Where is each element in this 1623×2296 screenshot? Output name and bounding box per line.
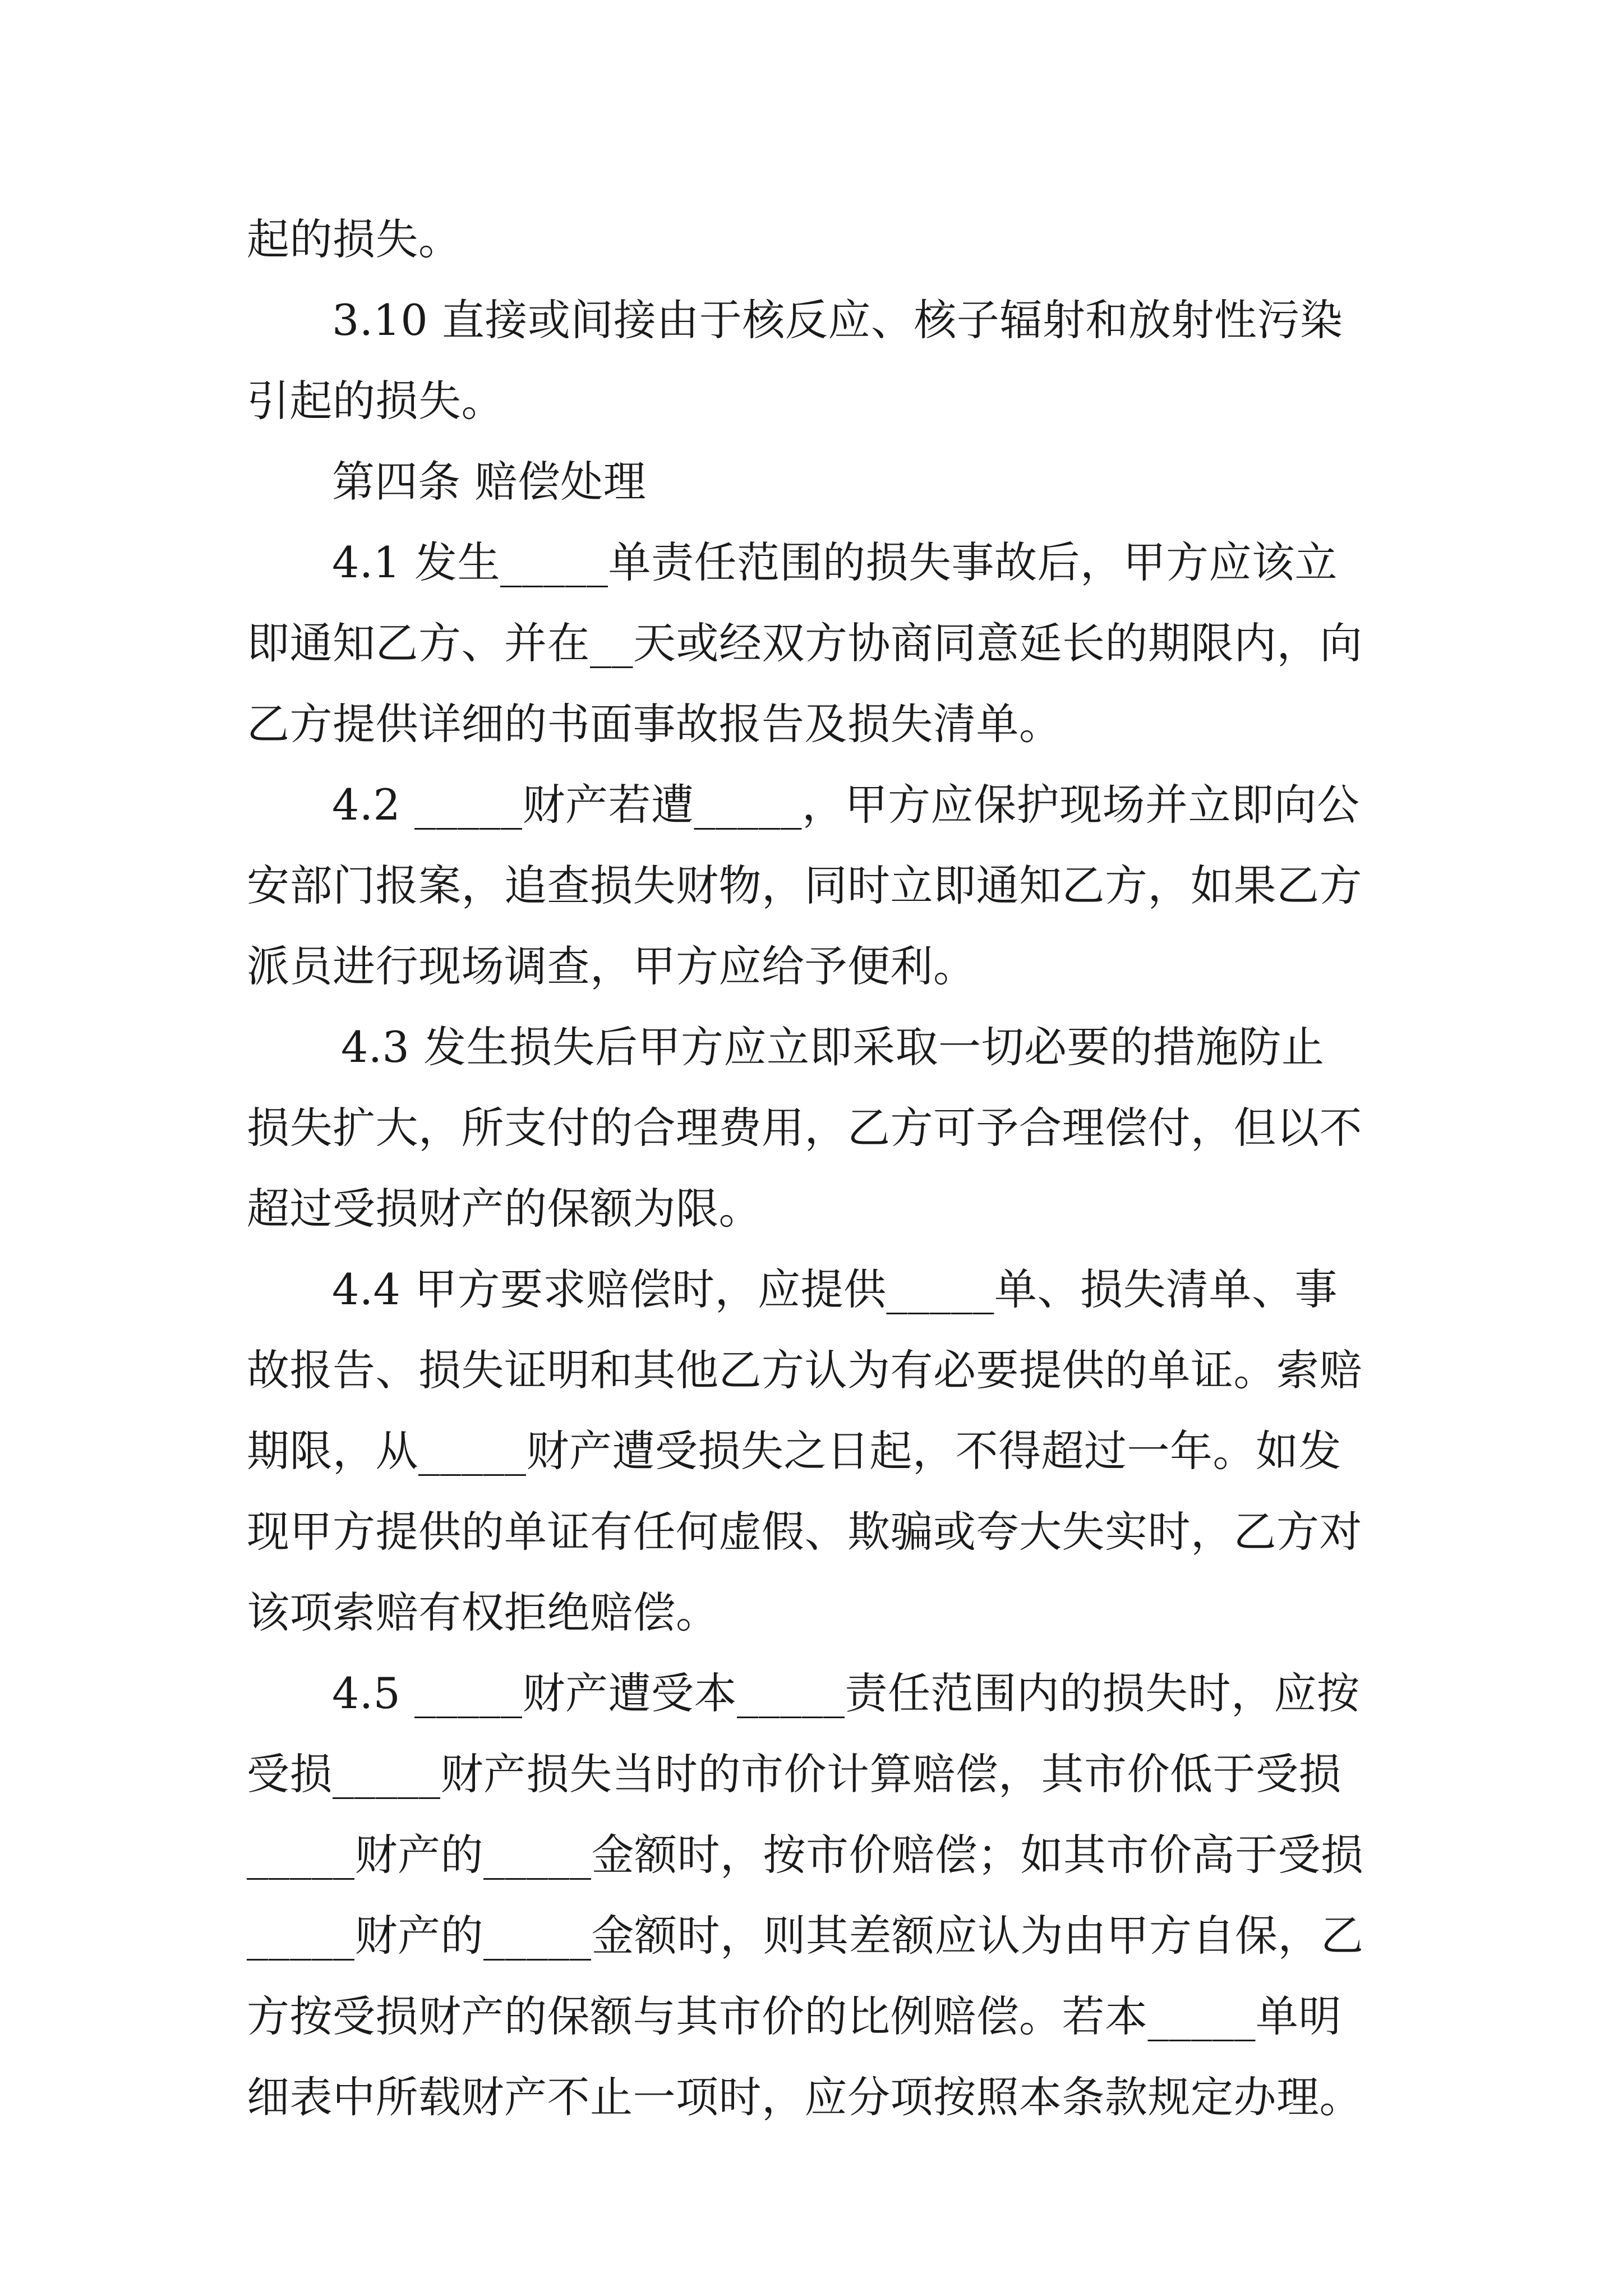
text-line: _____财产的_____金额时，按市价赔偿；如其市价高于受损 (247, 1830, 1364, 1880)
text-line: 超过受损财产的保额为限。 (247, 1184, 762, 1234)
clause-4-3-line: 4.3 发生损失后甲方应立即采取一切必要的措施防止 (341, 1022, 1325, 1072)
text-line: 安部门报案，追查损失财物，同时立即通知乙方，如果乙方 (247, 861, 1362, 910)
text-line: 损失扩大，所支付的合理费用，乙方可予合理偿付，但以不 (247, 1103, 1362, 1153)
text-line: 方按受损财产的保额与其市价的比例赔偿。若本_____单明 (247, 1991, 1341, 2041)
text-line: 乙方提供详细的书面事故报告及损失清单。 (247, 699, 1062, 749)
clause-4-2-line: 4.2 _____财产若遭_____，甲方应保护现场并立即向公 (332, 780, 1360, 830)
clause-4-5-line: 4.5 _____财产遭受本_____责任范围内的损失时，应按 (332, 1668, 1360, 1718)
text-line: 派员进行现场调查，甲方应给予便利。 (247, 941, 976, 991)
text-line: 即通知乙方、并在__天或经双方协商同意延长的期限内，向 (247, 618, 1363, 668)
clause-4-1-line: 4.1 发生_____单责任范围的损失事故后，甲方应该立 (332, 537, 1338, 587)
text-line: 受损_____财产损失当时的市价计算赔偿，其市价低于受损 (247, 1749, 1341, 1799)
document-page (247, 199, 1430, 2138)
text-line: 细表中所载财产不止一项时，应分项按照本条款规定办理。 (247, 2072, 1362, 2122)
text-line: 故报告、损失证明和其他乙方认为有必要提供的单证。索赔 (247, 1345, 1362, 1395)
clause-4-4-line: 4.4 甲方要求赔偿时，应提供_____单、损失清单、事 (332, 1264, 1338, 1314)
text-line: 现甲方提供的单证有任何虚假、欺骗或夸大失实时，乙方对 (247, 1507, 1362, 1557)
text-line: 起的损失。 (247, 214, 462, 264)
text-line: 期限，从_____财产遭受损失之日起，不得超过一年。如发 (247, 1426, 1341, 1476)
text-line: 引起的损失。 (247, 376, 504, 426)
text-line: _____财产的_____金额时，则其差额应认为由甲方自保，乙 (247, 1911, 1364, 1961)
section-heading-article-4: 第四条 赔偿处理 (332, 457, 647, 507)
clause-3-10-line: 3.10 直接或间接由于核反应、核子辐射和放射性污染 (332, 295, 1343, 345)
text-line: 该项索赔有权拒绝赔偿。 (247, 1588, 719, 1637)
